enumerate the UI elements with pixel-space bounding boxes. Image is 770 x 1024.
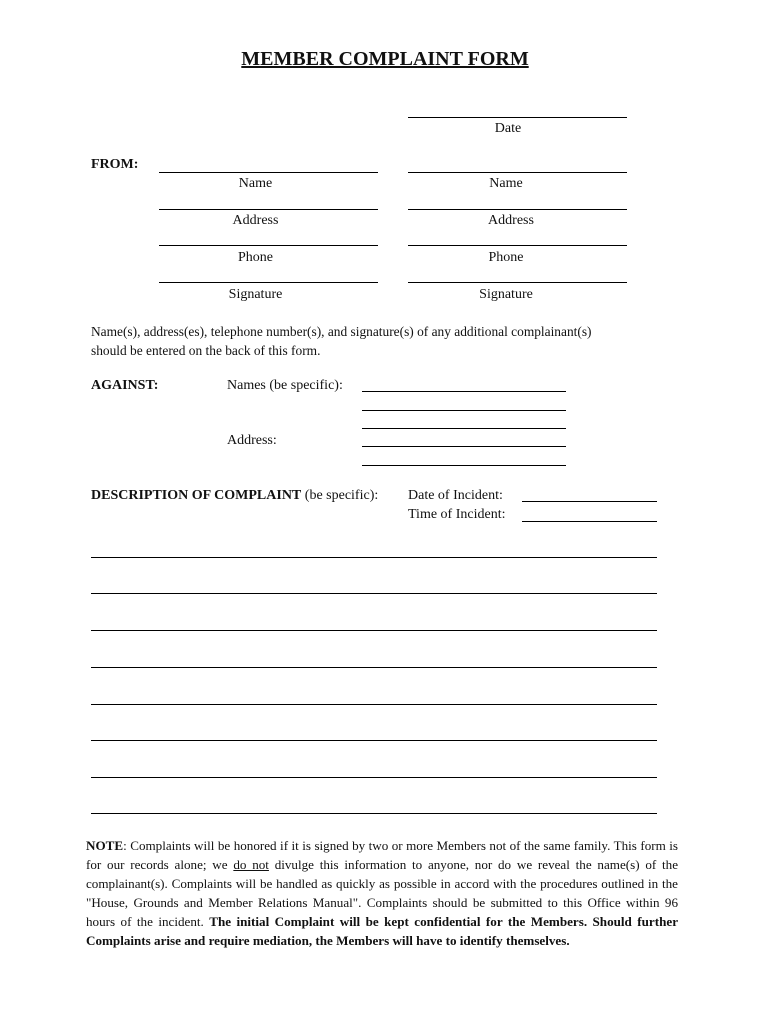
note-bold-text: The initial Complaint will be kept confidential for the Members. Should further Complaints arise and require mediation, the Members will have to identify themselves. — [86, 914, 679, 948]
date-line[interactable] — [408, 117, 627, 118]
against-names-line-1[interactable] — [362, 391, 566, 392]
additional-note-line-2: should be entered on the back of this form. — [91, 343, 321, 358]
additional-complainants-note — [91, 322, 681, 360]
note-text-2: divulge this information to anyone, nor do we reveal the name(s) of the complainant(s). Complaints will be handled as quickly as possible in accord with the procedures outlined in the "House, Grounds and Member Relations Manual". Complaints should be submitted to this Office within 96 hours of the incident. — [86, 857, 678, 929]
from-right-address-line[interactable] — [408, 209, 627, 210]
description-label: DESCRIPTION OF COMPLAINT — [91, 488, 302, 503]
from-label: FROM: — [91, 157, 139, 172]
additional-note-line-1: Name(s), address(es), telephone number(s), and signature(s) of any additional complainant(s) — [91, 324, 592, 339]
from-right-phone-caption: Phone — [488, 250, 524, 265]
from-left-signature-line[interactable] — [159, 282, 378, 283]
form-title: MEMBER COMPLAINT FORM — [241, 48, 529, 70]
from-right-name-caption: Name — [489, 176, 523, 191]
from-right-address-caption: Address — [488, 213, 534, 228]
from-right-signature-line[interactable] — [408, 282, 627, 283]
from-left-address-caption: Address — [232, 213, 279, 228]
note-heading: NOTE — [86, 838, 124, 853]
description-suffix: (be specific): — [304, 488, 379, 503]
description-line-5[interactable] — [91, 704, 657, 705]
incident-date-label: Date of Incident: — [408, 488, 503, 503]
from-left-signature-caption: Signature — [228, 287, 283, 302]
from-right-phone-line[interactable] — [408, 245, 627, 246]
note-text-1: : Complaints will be honored if it is signed by two or more Members not of the same family. This form is for our records alone; we — [86, 838, 678, 872]
incident-date-line[interactable] — [522, 501, 657, 502]
against-names-line-3[interactable] — [362, 428, 566, 429]
description-line-6[interactable] — [91, 740, 657, 741]
note-underlined: do not — [233, 857, 269, 872]
from-left-address-line[interactable] — [159, 209, 378, 210]
description-line-4[interactable] — [91, 667, 657, 668]
date-caption: Date — [494, 121, 522, 136]
from-left-phone-caption: Phone — [238, 250, 273, 265]
description-line-8[interactable] — [91, 813, 657, 814]
description-line-1[interactable] — [91, 557, 657, 558]
against-address-label: Address: — [227, 433, 277, 448]
against-address-line-2[interactable] — [362, 465, 566, 466]
from-right-signature-caption: Signature — [479, 287, 533, 302]
incident-time-label: Time of Incident: — [408, 507, 506, 522]
incident-time-line[interactable] — [522, 521, 657, 522]
from-left-name-caption: Name — [238, 176, 273, 191]
description-line-2[interactable] — [91, 593, 657, 594]
against-address-line-1[interactable] — [362, 446, 566, 447]
against-label: AGAINST: — [91, 378, 159, 393]
from-left-name-line[interactable] — [159, 172, 378, 173]
against-names-label: Names (be specific): — [227, 378, 343, 393]
description-line-3[interactable] — [91, 630, 657, 631]
note-paragraph — [86, 836, 678, 950]
description-line-7[interactable] — [91, 777, 657, 778]
against-names-line-2[interactable] — [362, 410, 566, 411]
from-left-phone-line[interactable] — [159, 245, 378, 246]
description-heading — [91, 488, 378, 504]
from-right-name-line[interactable] — [408, 172, 627, 173]
